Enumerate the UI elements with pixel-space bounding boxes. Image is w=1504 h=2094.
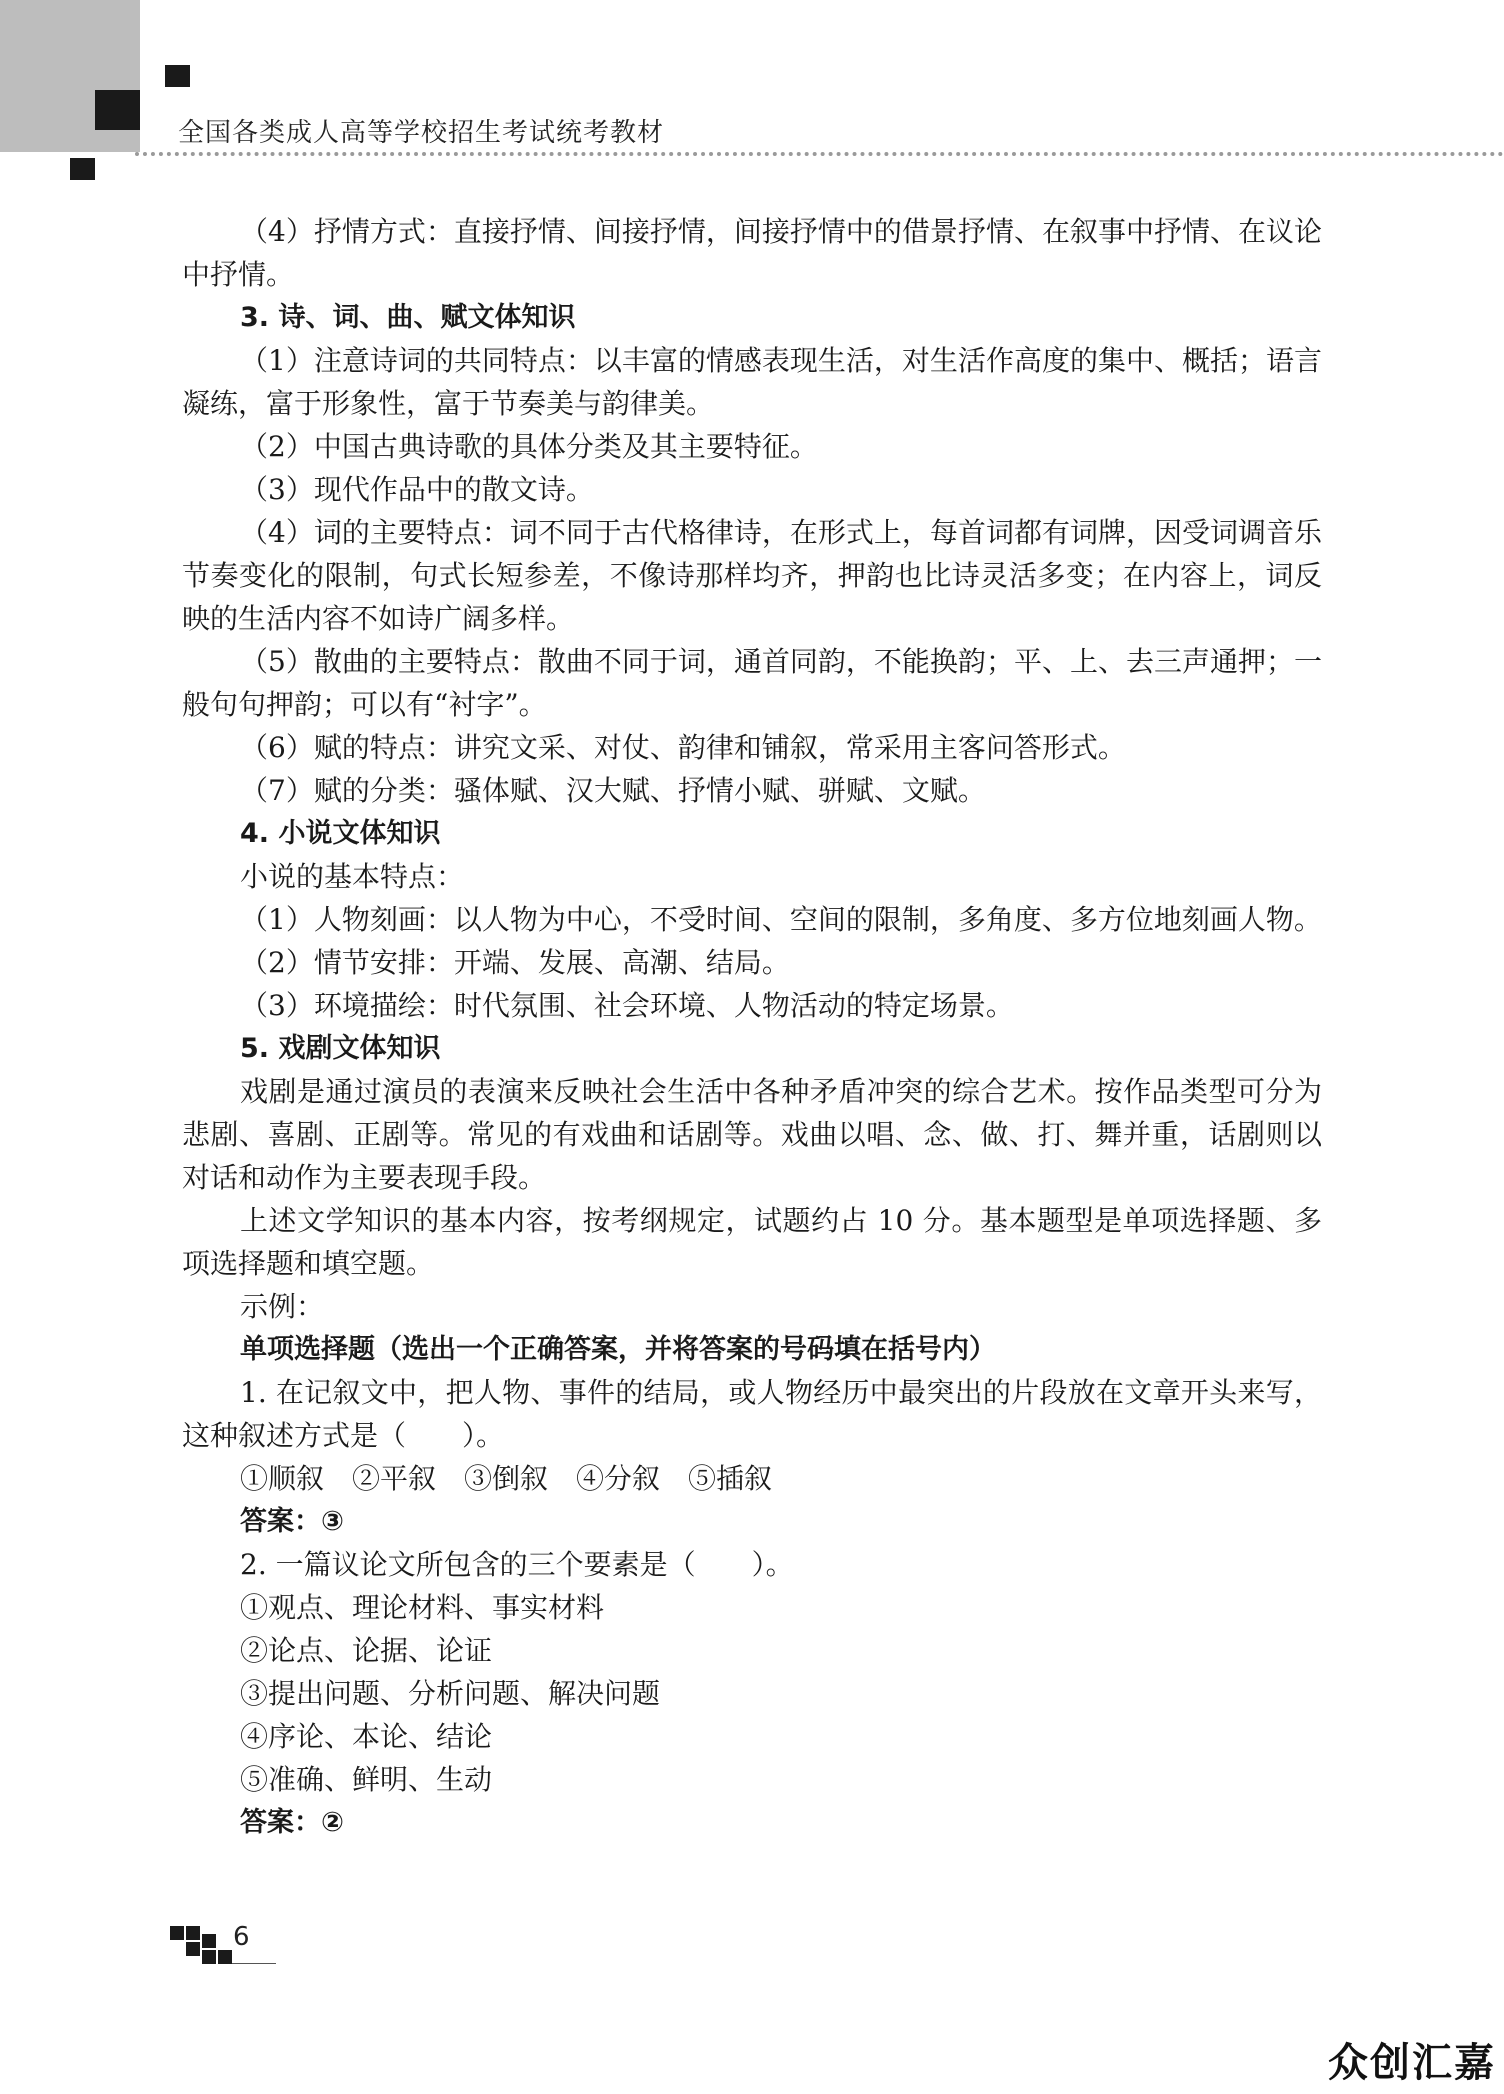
paragraph: （1）注意诗词的共同特点：以丰富的情感表现生活，对生活作高度的集中、概括；语言凝练，富于形象性，富于节奏美与韵律美。: [182, 344, 1322, 420]
paragraph: （3）现代作品中的散文诗。: [240, 473, 594, 506]
paragraph: 戏剧是通过演员的表演来反映社会生活中各种矛盾冲突的综合艺术。按作品类型可分为悲剧、喜剧、正剧等。常见的有戏曲和话剧等。戏曲以唱、念、做、打、舞并重，话剧则以对话和动作为主要表现手段。: [182, 1075, 1322, 1194]
footer-square: [186, 1926, 200, 1940]
section-heading: 5. 戏剧文体知识: [240, 1033, 441, 1064]
paragraph: （2）中国古典诗歌的具体分类及其主要特征。: [240, 430, 818, 463]
footer-square: [218, 1950, 232, 1964]
paragraph: ④序论、本论、结论: [240, 1720, 493, 1753]
section-heading: 答案：②: [240, 1807, 344, 1838]
header-dotted-line: [135, 152, 1504, 156]
page-number: 6: [233, 1922, 250, 1952]
paragraph: ②论点、论据、论证: [240, 1634, 493, 1667]
header-black-square: [70, 158, 95, 180]
paragraph: ⑤准确、鲜明、生动: [240, 1763, 493, 1796]
paragraph: （5）散曲的主要特点：散曲不同于词，通首同韵，不能换韵；平、上、去三声通押；一般句句押韵；可以有“衬字”。: [182, 645, 1322, 721]
header-black-square: [95, 90, 140, 130]
footer-square: [202, 1934, 216, 1948]
section-heading: 4. 小说文体知识: [240, 818, 441, 849]
paragraph: 示例：: [240, 1290, 325, 1323]
paragraph: （2）情节安排：开端、发展、高潮、结局。: [240, 946, 790, 979]
footer-square: [202, 1950, 216, 1964]
header-black-square: [165, 65, 190, 87]
footer-square: [170, 1926, 184, 1940]
page-number-underline: [232, 1963, 276, 1964]
paragraph: 1. 在记叙文中，把人物、事件的结局，或人物经历中最突出的片段放在文章开头来写，这种叙述方式是（ ）。: [182, 1376, 1322, 1452]
paragraph: ①顺叙 ②平叙 ③倒叙 ④分叙 ⑤插叙: [240, 1462, 773, 1495]
body-text: [182, 210, 1322, 1844]
section-heading: 3. 诗、词、曲、赋文体知识: [240, 302, 576, 333]
footer-square: [186, 1942, 200, 1956]
paragraph: 上述文学知识的基本内容，按考纲规定，试题约占 10 分。基本题型是单项选择题、多项选择题和填空题。: [182, 1204, 1322, 1280]
watermark: 众创汇嘉: [1328, 2040, 1496, 2086]
paragraph: （6）赋的特点：讲究文采、对仗、韵律和铺叙，常采用主客问答形式。: [240, 731, 1126, 764]
paragraph: 2. 一篇议论文所包含的三个要素是（ ）。: [240, 1548, 794, 1581]
section-heading: 单项选择题（选出一个正确答案，并将答案的号码填在括号内）: [240, 1334, 996, 1365]
section-heading: 答案：③: [240, 1506, 344, 1537]
paragraph: ①观点、理论材料、事实材料: [240, 1591, 605, 1624]
paragraph: （1）人物刻画：以人物为中心，不受时间、空间的限制，多角度、多方位地刻画人物。: [240, 903, 1322, 936]
paragraph: （3）环境描绘：时代氛围、社会环境、人物活动的特定场景。: [240, 989, 1014, 1022]
header-title: 全国各类成人高等学校招生考试统考教材: [178, 118, 665, 148]
paragraph: ③提出问题、分析问题、解决问题: [240, 1677, 661, 1710]
paragraph: （4）抒情方式：直接抒情、间接抒情，间接抒情中的借景抒情、在叙事中抒情、在议论中抒情。: [182, 215, 1322, 291]
paragraph: （7）赋的分类：骚体赋、汉大赋、抒情小赋、骈赋、文赋。: [240, 774, 986, 807]
paragraph: 小说的基本特点：: [240, 860, 465, 893]
paragraph: （4）词的主要特点：词不同于古代格律诗，在形式上，每首词都有词牌，因受词调音乐节奏变化的限制，句式长短参差，不像诗那样均齐，押韵也比诗灵活多变；在内容上，词反映的生活内容不如诗广阔多样。: [182, 516, 1322, 635]
